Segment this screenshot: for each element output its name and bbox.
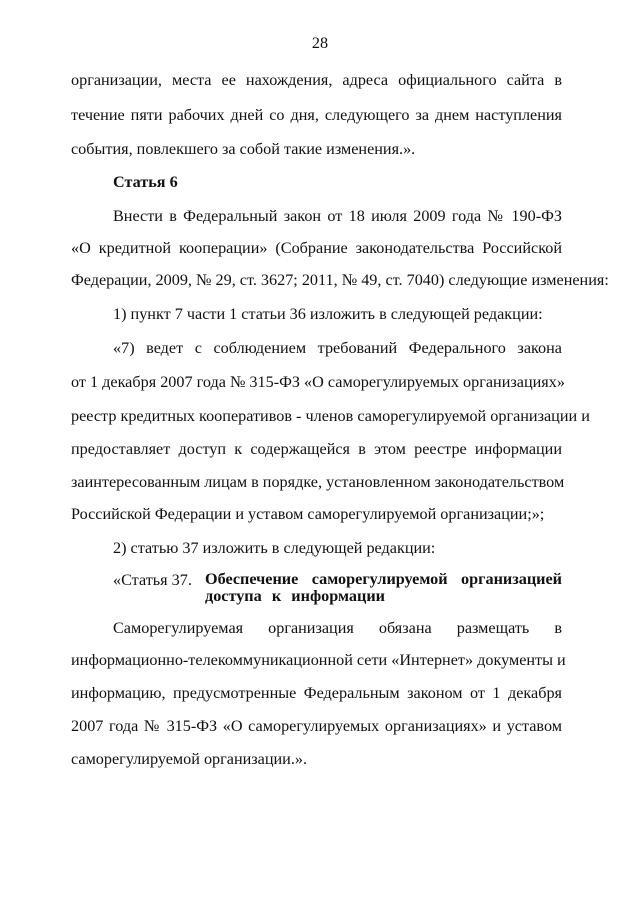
text-line: события, повлекшего за собой такие изменения.». <box>71 140 416 158</box>
text-line: заинтересованным лицам в порядке, установленном законодательством <box>71 473 565 491</box>
text-line: 2007 года № 315-ФЗ «О саморегулируемых организациях» и уставом <box>71 717 562 735</box>
text-line: Саморегулируемая организация обязана размещать в <box>113 619 562 637</box>
text-line: информационно-телекоммуникационной сети «Интернет» документы и <box>71 651 566 669</box>
text-line: Российской Федерации и уставом саморегулируемой организации;»; <box>71 505 545 523</box>
text-line: «О кредитной кооперации» (Собрание законодательства Российской <box>71 239 562 257</box>
text-line: 2) статью 37 изложить в следующей редакции: <box>113 539 436 557</box>
text-line: 1) пункт 7 части 1 статьи 36 изложить в следующей редакции: <box>113 305 543 323</box>
text-line: предоставляет доступ к содержащейся в этом реестре информации <box>71 440 562 458</box>
text-line: саморегулируемой организации.». <box>71 750 308 768</box>
text-line: течение пяти рабочих дней со дня, следующего за днем наступления <box>71 106 562 124</box>
article-37-label: «Статья 37. <box>113 571 192 589</box>
text-line: реестр кредитных кооперативов - членов саморегулируемой организации и <box>71 407 590 425</box>
text-line: информацию, предусмотренные Федеральным законом от 1 декабря <box>71 684 562 702</box>
text-line: от 1 декабря 2007 года № 315-ФЗ «О саморегулируемых организациях» <box>71 373 565 391</box>
text-line: «7) ведет с соблюдением требований Федерального закона <box>113 339 562 357</box>
article-37-title <box>205 571 562 605</box>
text-line: Федерации, 2009, № 29, ст. 3627; 2011, № 49, ст. 7040) следующие изменения: <box>71 271 609 289</box>
page-number: 28 <box>311 34 329 52</box>
article-heading: Статья 6 <box>113 173 178 191</box>
text-line: организации, места ее нахождения, адреса официального сайта в <box>71 71 562 89</box>
text-line: Внести в Федеральный закон от 18 июля 2009 года № 190-ФЗ <box>113 207 562 225</box>
article-37-title-line: доступа к информации <box>205 587 385 605</box>
article-37-title-line: Обеспечение саморегулируемой организацией <box>205 570 562 588</box>
